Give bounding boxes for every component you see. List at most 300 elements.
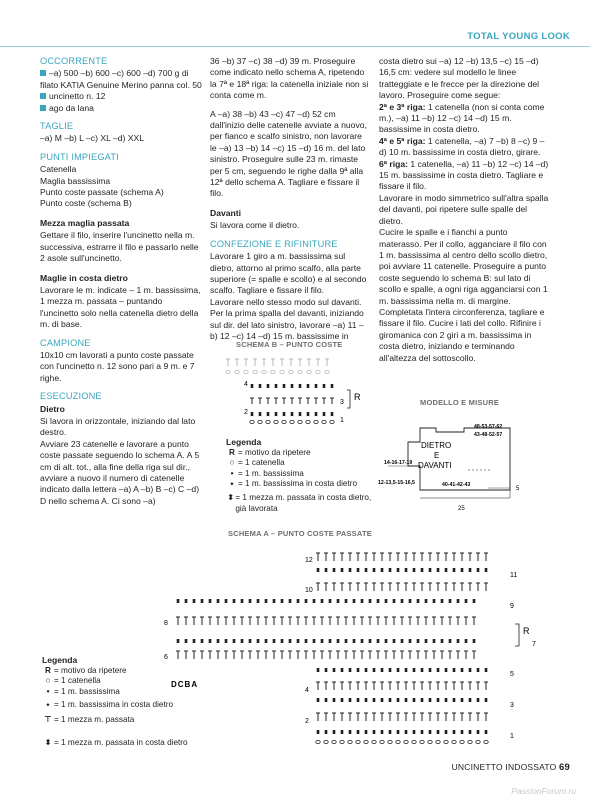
slip-stitch-back-loop-icon: ⬩ [46,700,50,710]
back-loop-stitch [437,698,440,702]
chain-stitch [396,740,400,743]
schema-a-row-label: 10 [305,587,313,594]
back-loop-stitch [417,599,420,603]
chain-stitch [325,370,329,373]
back-loop-stitch [333,668,336,672]
chain-stitch [468,740,472,743]
back-loop-stitch [429,668,432,672]
schema-a-title: SCHEMA A – PUNTO COSTE PASSATE [228,529,372,538]
occorrente-item-yarn: –a) 500 –b) 600 –c) 600 –d) 700 g di filato KATIA Genuine Merino panna col. 50 [40,68,202,90]
back-loop-stitch [317,568,320,572]
back-loop-stitch [485,668,488,672]
column-1 [40,56,203,507]
back-loop-stitch [409,639,412,643]
dietro-text-1: Si lavora in orizzontale, iniziando dal lato destro. [40,415,196,438]
repeat-symbol-icon: R [229,447,235,457]
schema-a-row-label: 8 [164,620,168,627]
chain-stitch [280,370,284,373]
measure-label: 14-16-17-19 [384,460,413,466]
back-loop-stitch [457,599,460,603]
back-loop-stitch [265,639,268,643]
back-loop-stitch [177,639,180,643]
piece-label: DIETRO [421,441,452,450]
back-loop-stitch [185,599,188,603]
back-loop-stitch [405,668,408,672]
back-loop-stitch [389,668,392,672]
back-loop-stitch [485,698,488,702]
back-loop-stitch [341,698,344,702]
mezza-maglia-text: Gettare il filo, inserire l'uncinetto nella m. successiva, estrarre il filo e passarlo nelle 2 asole sull'uncinetto. [40,230,199,264]
row-instruction-4-5: 4ª e 5ª riga: 1 catenella, –a) 7 –b) 8 –c) 9 –d) 10 m. bassissime in costa dietro, girare. [379,135,545,158]
back-loop-stitch [469,730,472,734]
back-loop-stitch [209,599,212,603]
back-loop-stitch [361,599,364,603]
chain-stitch [266,420,270,423]
legend-row: ⬩ = 1 m. bassissima in costa dietro [226,479,376,490]
back-loop-stitch [349,668,352,672]
modello-diagram [378,420,548,520]
piece-label: E [434,451,440,460]
chain-stitch [428,740,432,743]
back-loop-stitch [417,639,420,643]
chain-stitch [316,370,320,373]
section-title: TOTAL YOUNG LOOK [467,31,570,42]
chain-stitch [298,420,302,423]
back-loop-stitch [241,639,244,643]
back-loop-stitch [185,639,188,643]
back-loop-stitch [201,639,204,643]
chain-stitch [476,740,480,743]
back-loop-stitch [297,639,300,643]
back-loop-stitch [425,599,428,603]
back-loop-stitch [397,730,400,734]
paragraph: Lavorare in modo simmetrico sull'altra spalla del davanti, poi ripetere sulle spalle del dietro. [379,192,549,226]
back-loop-stitch [393,599,396,603]
back-loop-stitch [389,568,392,572]
back-loop-stitch [381,668,384,672]
back-loop-stitch [315,384,318,388]
back-loop-stitch [381,730,384,734]
heading-esecuzione: ESECUZIONE [40,391,102,402]
back-loop-stitch [361,639,364,643]
back-loop-stitch [325,668,328,672]
back-loop-stitch [299,384,302,388]
schema-b-row-label: 2 [244,409,248,416]
back-loop-stitch [299,412,302,416]
back-loop-stitch [441,639,444,643]
legend-row: • = 1 m. bassissima [42,687,242,698]
schema-a-row-label: 4 [305,687,309,694]
back-loop-stitch [357,730,360,734]
back-loop-stitch [381,698,384,702]
schema-a-row-label: 6 [164,654,168,661]
chain-stitch [356,740,360,743]
schema-a-row-label: 9 [510,603,514,610]
measure-label: 12-13,5-15-16,5 [378,480,415,486]
back-loop-stitch [329,599,332,603]
back-loop-stitch [433,639,436,643]
back-loop-stitch [421,730,424,734]
back-loop-stitch [461,668,464,672]
back-loop-stitch [469,668,472,672]
back-loop-stitch [457,639,460,643]
heading-davanti: Davanti [210,207,242,218]
bullet-square-icon [40,70,46,76]
chain-stitch [332,740,336,743]
paragraph: 36 –b) 37 –c) 38 –d) 39 m. Proseguire come indicato nello schema A, ripetendo la 7ª e 18ª riga: la catenella iniziale non si conta come m. [210,56,369,101]
back-loop-stitch [405,698,408,702]
back-loop-stitch [385,639,388,643]
back-loop-stitch [341,568,344,572]
back-loop-stitch [323,384,326,388]
modello-title: MODELLO E MISURE [420,398,500,407]
heading-campione: CAMPIONE [40,337,91,348]
back-loop-stitch [267,384,270,388]
back-loop-stitch [251,412,254,416]
back-loop-stitch [369,639,372,643]
heading-mezza-maglia: Mezza maglia passata [40,217,130,228]
back-loop-stitch [281,639,284,643]
back-loop-stitch [289,639,292,643]
schema-b-legend [226,437,376,514]
schema-b-repeat-mark: R [354,392,361,402]
back-loop-stitch [333,698,336,702]
chain-stitch [322,420,326,423]
taglie-text: –a) M –b) L –c) XL –d) XXL [40,133,144,144]
measure-label: 48-53-57-62 [474,424,503,430]
heading-occorrente: OCCORRENTE [40,56,108,66]
chain-stitch [274,420,278,423]
back-loop-stitch [313,599,316,603]
schema-b-row-label: 4 [244,381,248,388]
back-loop-stitch [485,568,488,572]
back-loop-stitch [341,668,344,672]
dietro-text-2: Avviare 23 catenelle e lavorare a punto coste passate seguendo lo schema A. A 5 cm di alt. tot., alla fine della riga sul dir., avviare a nuovo il numero di catenelle indicato dalla lettera –a) A –b) B –c) C –d) D nello schema A. Ci sono –a) [40,438,200,506]
back-loop-stitch [365,698,368,702]
back-loop-stitch [393,639,396,643]
back-loop-stitch [283,384,286,388]
back-loop-stitch [421,668,424,672]
back-loop-stitch [241,599,244,603]
chain-stitch [460,740,464,743]
schema-a-legend [42,655,242,748]
back-loop-stitch [217,599,220,603]
back-loop-stitch [409,599,412,603]
bullet-square-icon [40,93,46,99]
punti-item: Catenella [40,164,77,175]
start-letters: DCBA [171,680,199,689]
slip-stitch-back-loop-icon: ⬩ [230,479,234,489]
back-loop-stitch [341,730,344,734]
back-loop-stitch [437,568,440,572]
legend-row: ⊤ = 1 mezza m. passata [42,715,242,726]
legend-row: ○ = 1 catenella [42,676,242,687]
back-loop-stitch [321,599,324,603]
back-loop-stitch [349,730,352,734]
back-loop-stitch [377,599,380,603]
back-loop-stitch [353,599,356,603]
schema-b-row-label: 3 [340,399,344,406]
back-loop-stitch [461,730,464,734]
back-loop-stitch [325,698,328,702]
half-treble-back-loop-icon: ⬍ [44,737,52,747]
back-loop-stitch [273,599,276,603]
back-loop-stitch [297,599,300,603]
row-instruction-6: 6ª riga: 1 catenella, –a) 11 –b) 12 –c) 14 –d) 15 m. bassissime in costa dietro. Tagliare e fissare il filo. [379,158,549,192]
back-loop-stitch [473,639,476,643]
back-loop-stitch [177,599,180,603]
back-loop-stitch [333,730,336,734]
piece-label: DAVANTI [418,461,452,470]
back-loop-stitch [461,568,464,572]
row-instruction-2-3: 2ª e 3ª riga: 1 catenella (non si conta come m.), –a) 11 –b) 12 –c) 14 –d) 15 m. bassissime in costa dietro. [379,101,545,135]
back-loop-stitch [317,698,320,702]
chain-stitch [330,420,334,423]
back-loop-stitch [405,730,408,734]
back-loop-stitch [345,639,348,643]
back-loop-stitch [373,668,376,672]
punti-item: Maglia bassissima [40,175,111,186]
back-loop-stitch [477,568,480,572]
back-loop-stitch [485,730,488,734]
back-loop-stitch [305,599,308,603]
chain-stitch [324,740,328,743]
schema-b-row-label: 1 [340,417,344,424]
schema-a-row-label: 7 [532,641,536,648]
repeat-bracket [515,624,519,646]
legend-row: R = motivo da ripetere [226,448,376,459]
legend-row: • = 1 m. bassissima [226,469,376,480]
back-loop-stitch [397,568,400,572]
chain-stitch [290,420,294,423]
back-loop-stitch [445,568,448,572]
chain-stitch [316,740,320,743]
back-loop-stitch [233,639,236,643]
chain-stitch [404,740,408,743]
legend-row: R = motivo da ripetere [42,666,242,677]
back-loop-stitch [305,639,308,643]
back-loop-stitch [283,412,286,416]
back-loop-stitch [249,639,252,643]
chain-stitch [340,740,344,743]
back-loop-stitch [225,639,228,643]
chain-stitch [226,370,230,373]
back-loop-stitch [317,730,320,734]
occorrente-item-hook: uncinetto n. 12 [40,91,203,102]
back-loop-stitch [441,599,444,603]
back-loop-stitch [405,568,408,572]
back-loop-stitch [307,384,310,388]
back-loop-stitch [357,668,360,672]
back-loop-stitch [389,698,392,702]
chain-symbol-icon: ○ [229,458,235,468]
back-loop-stitch [429,698,432,702]
chain-stitch [235,370,239,373]
half-treble-back-loop-icon: ⬍ [227,492,235,502]
back-loop-stitch [357,698,360,702]
back-loop-stitch [437,668,440,672]
back-loop-stitch [291,384,294,388]
legend-row: ⬩ = 1 m. bassissima in costa dietro [42,700,242,711]
repeat-symbol-icon: R [45,665,51,675]
legend-row: ⬍ = 1 mezza m. passata in costa dietro [42,738,242,749]
chain-stitch [412,740,416,743]
back-loop-stitch [349,568,352,572]
schema-a-repeat-mark: R [523,626,530,636]
schema-a-row-label: 12 [305,557,313,564]
back-loop-stitch [331,412,334,416]
back-loop-stitch [275,412,278,416]
paragraph: Lavorare 1 giro a m. bassissima sul dietro, attorno al primo scalfo, alla parte superiore (= spalle e scollo) e al secondo scalfo. Tagliare e fissare il filo. [210,251,367,296]
back-loop-stitch [453,568,456,572]
chain-stitch [420,740,424,743]
chain-stitch [258,420,262,423]
back-loop-stitch [413,698,416,702]
back-loop-stitch [473,599,476,603]
back-loop-stitch [401,599,404,603]
back-loop-stitch [453,668,456,672]
back-loop-stitch [445,698,448,702]
back-loop-stitch [365,668,368,672]
back-loop-stitch [321,639,324,643]
back-loop-stitch [449,599,452,603]
heading-confezione: CONFEZIONE E RIFINITURE [210,238,338,249]
back-loop-stitch [381,568,384,572]
heading-punti: PUNTI IMPIEGATI [40,151,119,162]
chain-stitch [388,740,392,743]
measure-label: 5 [516,486,520,492]
chain-stitch [444,740,448,743]
back-loop-stitch [259,412,262,416]
slip-stitch-symbol-icon: • [46,686,50,696]
back-loop-stitch [389,730,392,734]
back-loop-stitch [365,568,368,572]
back-loop-stitch [353,639,356,643]
legend-row: ○ = 1 catenella [226,458,376,469]
back-loop-stitch [337,599,340,603]
repeat-bracket [347,390,350,408]
heading-taglie: TAGLIE [40,121,74,132]
back-loop-stitch [217,639,220,643]
back-loop-stitch [373,568,376,572]
back-loop-stitch [273,639,276,643]
back-loop-stitch [469,568,472,572]
back-loop-stitch [421,568,424,572]
schema-a-row-label: 11 [510,572,518,579]
back-loop-stitch [317,668,320,672]
slip-stitch-symbol-icon: • [230,468,234,478]
back-loop-stitch [461,698,464,702]
back-loop-stitch [477,668,480,672]
paragraph: Cucire le spalle e i fianchi a punto materasso. Per il collo, agganciare il filo con 1 m. bassissima al centro dello scollo dietro, poi avviare 11 catenelle. Proseguire a punto coste seguendo lo schema B: sul lato di scollo e spalle, a ogni riga agganciarsi con 1 m. bassissima nella m. di margine. Completata l'intera circonferenza, tagliare e fissare il filo. Cucire i lati del collo. Rifinire i giromanica con 2 giri a m. bassissima in costa dietro, iniziando e terminando all'altezza del sottoscollo. [379,227,548,363]
column-2 [210,56,370,342]
back-loop-stitch [337,639,340,643]
back-loop-stitch [449,639,452,643]
page-number: 69 [559,762,570,773]
paragraph: A –a) 38 –b) 43 –c) 47 –d) 52 cm dall'inizio delle catenelle avviate a nuovo, per fianco e scalfo sinistro, non lavorare le –a) 13 –b) 14 –c) 15 –d) 16 m. del lato sinistro. Proseguire sulle 23 m. rimaste per 5 cm, seguendo le righe dalla 9ª alla 12ª dello schema A. Tagliare e fissare il filo. [210,108,367,199]
half-treble-icon: ⊤ [44,714,52,724]
back-loop-stitch [429,730,432,734]
paragraph: Lavorare nello stesso modo sul davanti. Per la prima spalla del davanti, iniziando sul dir. del lato sinistro, lavorare –a) 11 –b) 12 –c) 14 –d) 15 m. bassissime in [210,296,364,341]
chain-stitch [289,370,293,373]
measure-label: 43-48-52-57 [474,432,503,438]
back-loop-stitch [421,698,424,702]
back-loop-stitch [465,639,468,643]
back-loop-stitch [225,599,228,603]
chain-symbol-icon: ○ [45,676,51,686]
back-loop-stitch [365,730,368,734]
campione-text: 10x10 cm lavorati a punto coste passate con l'uncinetto n. 12 sono pari a 9 m. e 7 righe. [40,349,195,383]
back-loop-stitch [345,599,348,603]
back-loop-stitch [315,412,318,416]
chain-stitch [484,740,488,743]
chain-stitch [253,370,257,373]
back-loop-stitch [373,730,376,734]
back-loop-stitch [251,384,254,388]
back-loop-stitch [369,599,372,603]
back-loop-stitch [349,698,352,702]
back-loop-stitch [397,698,400,702]
schema-a-row-label: 5 [510,671,514,678]
back-loop-stitch [477,698,480,702]
chain-stitch [250,420,254,423]
chain-stitch [380,740,384,743]
back-loop-stitch [445,668,448,672]
back-loop-stitch [469,698,472,702]
punti-item: Punto coste passate (schema A) [40,187,164,198]
chain-stitch [452,740,456,743]
back-loop-stitch [465,599,468,603]
back-loop-stitch [307,412,310,416]
back-loop-stitch [259,384,262,388]
legend-title: Legenda [42,655,78,665]
chain-stitch [364,740,368,743]
watermark: PassionForum.ru [511,786,576,796]
back-loop-stitch [377,639,380,643]
back-loop-stitch [401,639,404,643]
back-loop-stitch [413,568,416,572]
chain-stitch [262,370,266,373]
back-loop-stitch [453,698,456,702]
back-loop-stitch [437,730,440,734]
back-loop-stitch [233,599,236,603]
back-loop-stitch [433,599,436,603]
schema-a-row-label: 3 [510,702,514,709]
chain-stitch [306,420,310,423]
back-loop-stitch [445,730,448,734]
back-loop-stitch [257,599,260,603]
back-loop-stitch [289,599,292,603]
back-loop-stitch [209,639,212,643]
chain-stitch [307,370,311,373]
schema-b-diagram [220,352,380,437]
back-loop-stitch [331,384,334,388]
measure-label: 25 [458,506,465,512]
back-loop-stitch [249,599,252,603]
schema-a-row-label: 2 [305,718,309,725]
back-loop-stitch [193,599,196,603]
measure-label: 40-41-42-43 [442,482,471,488]
back-loop-stitch [429,568,432,572]
legend-row: ⬍ = 1 mezza m. passata in costa dietro, già lavorata [227,492,372,513]
back-loop-stitch [397,668,400,672]
chain-stitch [282,420,286,423]
back-loop-stitch [281,599,284,603]
back-loop-stitch [325,568,328,572]
back-loop-stitch [425,639,428,643]
back-loop-stitch [265,599,268,603]
back-loop-stitch [323,412,326,416]
